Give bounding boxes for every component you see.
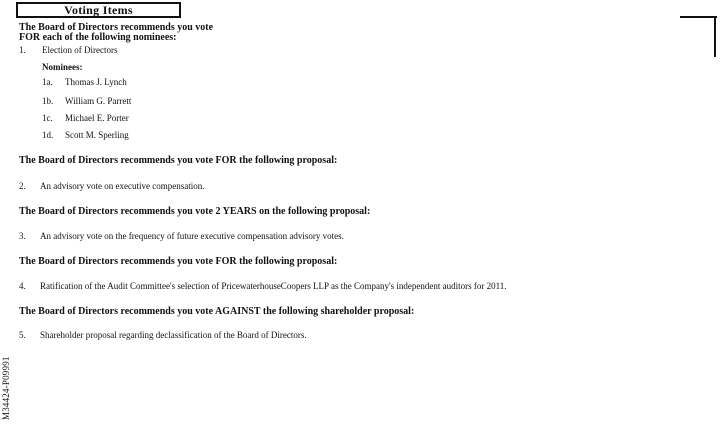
nominee-name: Thomas J. Lynch (65, 77, 127, 87)
proposal-5-recommendation: The Board of Directors recommends you vote AGAINST the following shareholder proposal: (19, 306, 415, 317)
proposal-4-number: 4. (19, 281, 26, 291)
nominee-name: Michael E. Porter (65, 113, 129, 123)
corner-mark-horizontal (680, 16, 717, 18)
intro-recommendation-line2: FOR each of the following nominees: (19, 32, 177, 43)
proposal-5-text: Shareholder proposal regarding declassification of the Board of Directors. (40, 330, 307, 340)
proposal-2-text: An advisory vote on executive compensation. (40, 181, 205, 191)
nominee-name: William G. Parrett (65, 96, 132, 106)
proposal-2-number: 2. (19, 181, 26, 191)
nominee-name: Scott M. Sperling (65, 130, 129, 140)
item-1-label: Election of Directors (42, 45, 118, 55)
proposal-4-text: Ratification of the Audit Committee's selection of PricewaterhouseCoopers LLP as the Company's independent auditors for 2011. (40, 281, 507, 291)
nominee-id: 1a. (42, 77, 53, 87)
nominee-id: 1c. (42, 113, 53, 123)
item-1-number: 1. (19, 45, 26, 55)
proposal-5-number: 5. (19, 330, 26, 340)
proposal-3-number: 3. (19, 231, 26, 241)
proposal-2-recommendation: The Board of Directors recommends you vote FOR the following proposal: (19, 155, 338, 166)
nominee-id: 1d. (42, 130, 54, 140)
nominees-heading: Nominees: (42, 62, 83, 72)
proposal-4-recommendation: The Board of Directors recommends you vote FOR the following proposal: (19, 256, 338, 267)
document-control-code: M34424-P09991 (1, 356, 11, 420)
nominee-id: 1b. (42, 96, 54, 106)
corner-mark-vertical (714, 16, 716, 57)
intro-recommendation-line1: The Board of Directors recommends you vote (19, 22, 214, 33)
section-title: Voting Items (16, 2, 181, 18)
proposal-3-recommendation: The Board of Directors recommends you vote 2 YEARS on the following proposal: (19, 206, 371, 217)
proposal-3-text: An advisory vote on the frequency of future executive compensation advisory votes. (40, 231, 344, 241)
